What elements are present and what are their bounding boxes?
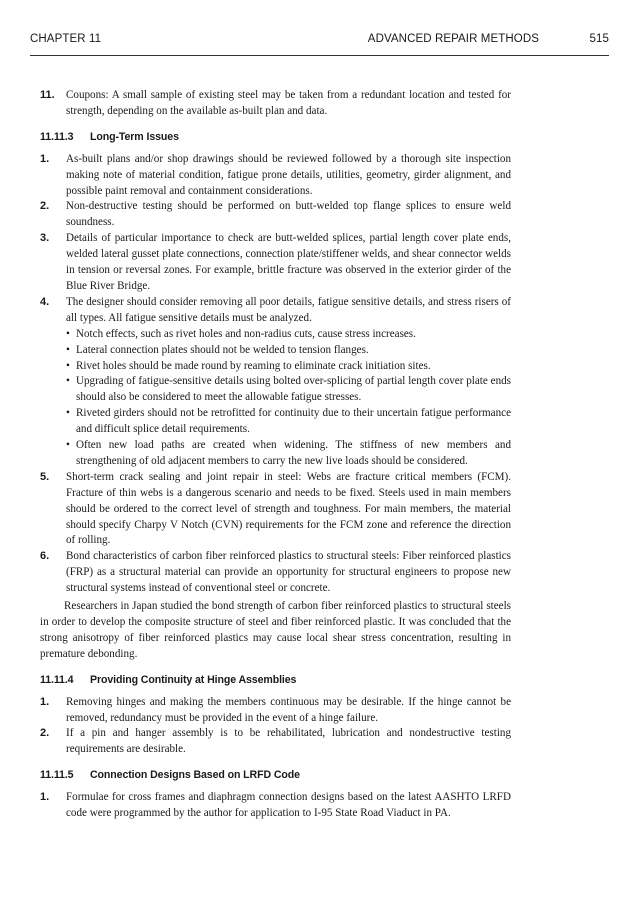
section-number: 11.11.4: [40, 673, 74, 686]
header-rule: [30, 55, 609, 56]
item-number: 4.: [40, 295, 50, 308]
item-number: 5.: [40, 470, 50, 483]
section-number: 11.11.3: [40, 130, 74, 143]
body-paragraph: Researchers in Japan studied the bond strength of carbon fiber reinforced plastics to structural steels in order to develop the composite structure of steel and fiber reinforced plastic. It was concluded that the strong anisotropy of fiber reinforced plastics may cause local shear stress concentration, resulting in premature debonding.: [40, 600, 511, 660]
section-title: Connection Designs Based on LRFD Code: [90, 769, 300, 782]
item-text: Coupons: A small sample of existing steel may be taken from a redundant location and tested for strength, depending on the available as-built plan and data.: [66, 89, 511, 117]
list-item: [40, 231, 511, 295]
item-number: 1.: [40, 695, 50, 708]
section-heading: [40, 673, 511, 689]
body-text: [40, 88, 511, 822]
list-item: [40, 295, 511, 470]
list-item: [40, 88, 511, 120]
section-heading: [40, 768, 511, 784]
item-number: 1.: [40, 152, 50, 165]
item-number: 2.: [40, 727, 50, 740]
item-text: Formulae for cross frames and diaphragm connection designs based on the latest AASHTO LRFD code were programmed by the author for application to I-95 State Road Viaduct in PA.: [66, 791, 511, 820]
list-item: [40, 152, 511, 200]
item-text: If a pin and hanger assembly is to be rehabilitated, lubrication and nondestructive testing requirements are desirable.: [66, 727, 511, 756]
section-title: Long-Term Issues: [90, 130, 179, 143]
item-text: Bond characteristics of carbon fiber reinforced plastics to structural steels: Fiber reinforced plastics (FRP) as a structural material can provide an opportunity for structural engineers to propose new structural systems instead of conventional steel or concrete.: [66, 550, 511, 595]
section-heading: [40, 130, 511, 146]
bullet-item: • Lateral connection plates should not be welded to tension flanges.: [66, 343, 511, 359]
item-text: The designer should consider removing all poor details, fatigue sensitive details, and stress risers of all types. All fatigue sensitive details must be analyzed.: [66, 295, 511, 324]
section-title-header: ADVANCED REPAIR METHODS: [367, 33, 539, 45]
item-number: 6.: [40, 550, 50, 563]
section-number: 11.11.5: [40, 769, 74, 782]
list-item: [40, 726, 511, 758]
item-text: Details of particular importance to check are butt-welded splices, partial length cover plate ends, welded lateral gusset plate connections, connection plate/stiffener welds, and shear connector welds in tension or reversal zones. For example, brittle fracture was observed in the exterior girder of the Blue River Bridge.: [66, 232, 511, 292]
section-title: Providing Continuity at Hinge Assemblies: [90, 673, 297, 686]
bullet-item: • Upgrading of fatigue-sensitive details using bolted over-splicing of partial length cover plate ends should also be considered to meet the allowable fatigue stresses.: [66, 374, 511, 406]
item-number: 1.: [40, 791, 50, 804]
item-number: 3.: [40, 232, 50, 245]
list-item: [40, 549, 511, 597]
item-text: Non-destructive testing should be performed on butt-welded top flange splices to ensure weld soundness.: [66, 200, 511, 229]
list-item: [40, 470, 511, 550]
list-item: [40, 695, 511, 727]
item-text: Removing hinges and making the members continuous may be desirable. If the hinge cannot be removed, redundancy must be provided in the event of a hinge failure.: [66, 695, 511, 724]
item-number: 2.: [40, 200, 50, 213]
chapter-label: CHAPTER 11: [30, 33, 102, 45]
item-text: Short-term crack sealing and joint repair in steel: Webs are fracture critical members (FCM). Fracture of thin webs is a dangerous scenario and needs to be fixed. Steels used in main members should be ordered to the correct level of strength and toughness. For main members, the material should specify Charpy V Notch (CVN) requirements for the FCM zone and reference the direction of rolling.: [66, 470, 511, 547]
item-text: As-built plans and/or shop drawings should be reviewed followed by a thorough site inspection making note of material condition, fatigue prone details, utilities, geometry, girder alignment, and possible paint removal and containment considerations.: [66, 152, 511, 197]
bullet-list: [66, 327, 511, 470]
list-item: [40, 199, 511, 231]
page-number: 515: [589, 33, 609, 45]
bullet-item: • Often new load paths are created when widening. The stiffness of new members and strengthening of old adjacent members to carry the new live loads should be considered.: [66, 438, 511, 470]
list-item: [40, 790, 511, 822]
bullet-item: • Notch effects, such as rivet holes and non-radius cuts, cause stress increases.: [66, 327, 511, 343]
bullet-item: • Rivet holes should be made round by reaming to eliminate crack initiation sites.: [66, 359, 511, 375]
item-number: 11.: [40, 89, 55, 101]
bullet-item: • Riveted girders should not be retrofitted for continuity due to their uncertain fatigue performance and difficult splice detail requirements.: [66, 406, 511, 438]
